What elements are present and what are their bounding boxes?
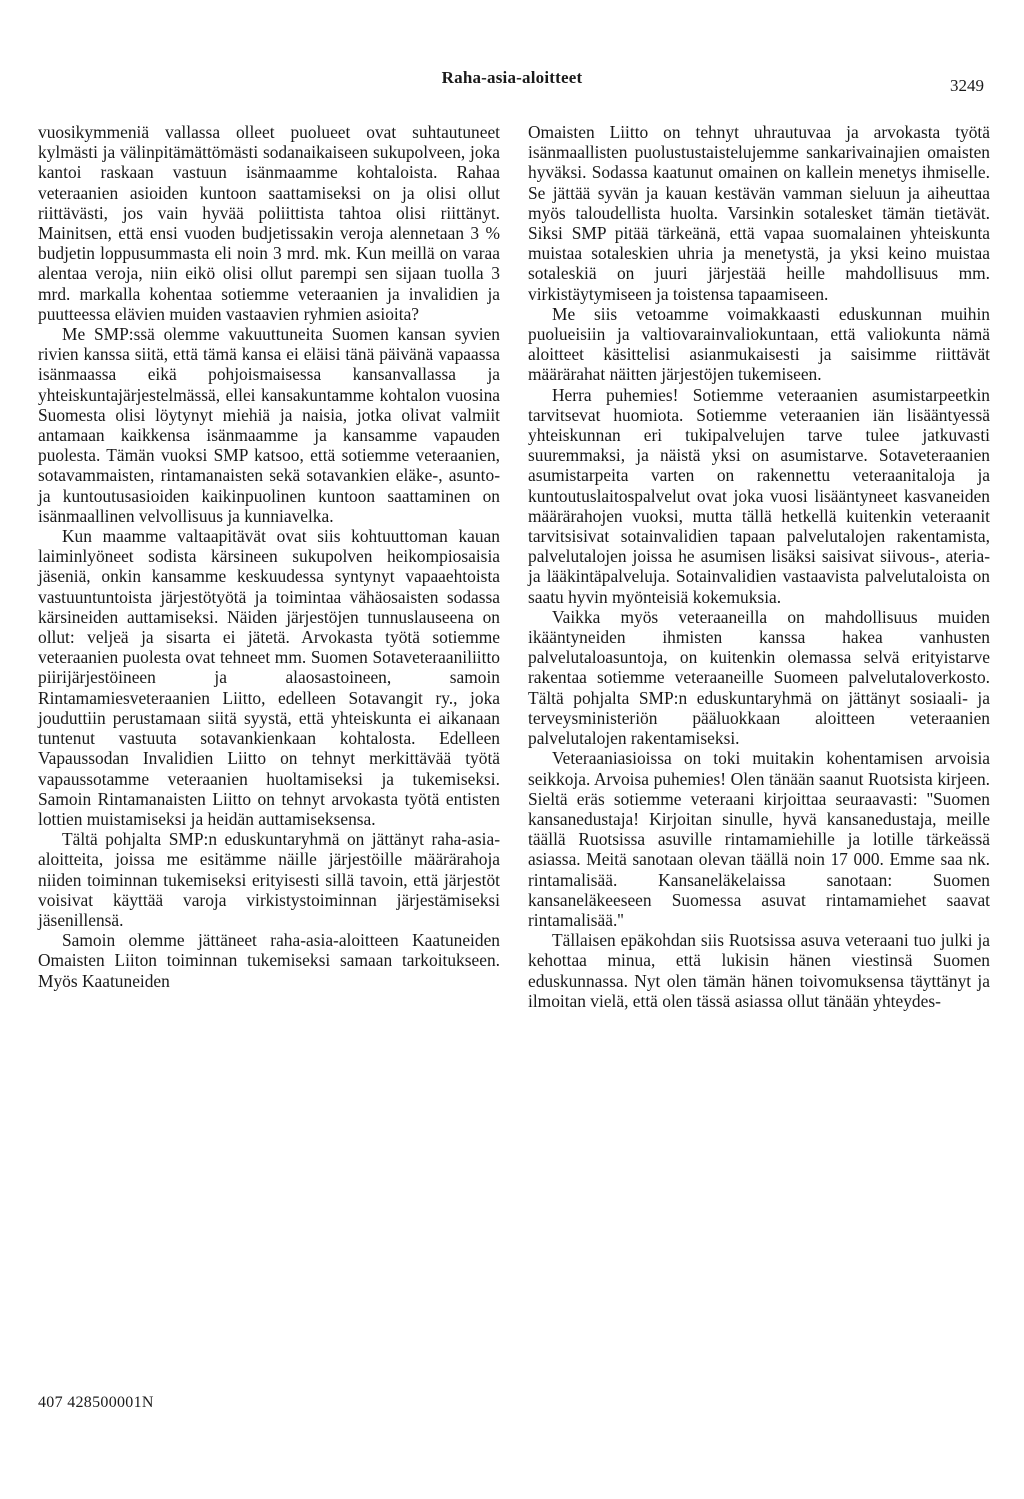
paragraph: Me SMP:ssä olemme vakuuttuneita Suomen kansan syvien rivien kanssa siitä, että tämä kansa ei eläisi tänä päivänä vapaassa isänmaassa eikä pohjoismaisessa kansanvallassa ja yhteiskuntajärjestelmässä, ellei kansakuntamme kohtalon vuosina Suomesta olisi löytynyt miehiä ja naisia, jotka olivat valmiit antamaan kaikkensa isänmaamme ja kansamme vapauden puolesta. Tämän vuoksi SMP katsoo, että sotiemme veteraanien, sotavammaisten, rintamanaisten sekä sotavankien eläke-, asunto- ja kuntoutusasioiden kaikinpuolinen kuntoon saattaminen on isänmaallinen velvollisuus ja kunniavelka.: [38, 324, 500, 526]
running-header-title: Raha-asia-aloitteet: [441, 68, 583, 87]
paragraph: Kun maamme valtaapitävät ovat siis kohtuuttoman kauan laiminlyöneet sodista kärsineen sukupolven heikompiosaisia jäseniä, onkin kansamme keskuudessa syntynyt vapaaehtoista vastuuntuntoista järjestötyötä ja toimintaa vähäosaisten sodassa kärsineiden auttamiseksi. Näiden järjestöjen tunnuslauseena on ollut: veljeä ja sisarta ei jätetä. Arvokasta työtä sotiemme veteraanien puolesta ovat tehneet mm. Suomen Sotaveteraaniliitto piirijärjestöineen ja alaosastoineen, samoin Rintamamiesveteraanien Liitto, edelleen Sotavangit ry., joka jouduttiin perustamaan siitä syystä, että yhteiskunta ei aikanaan tuntenut vastuuta sotavankienkaan kohtalosta. Edelleen Vapaussodan Invalidien Liitto on tehnyt merkittävää työtä vapaussotamme veteraanien huoltamiseksi ja tukemiseksi. Samoin Rintamanaisten Liitto on tehnyt arvokasta työtä entisten lottien muistamiseksi ja heidän auttamiseksensa.: [38, 526, 500, 829]
paragraph: Veteraaniasioissa on toki muitakin kohentamisen arvoisia seikkoja. Arvoisa puhemies! Olen tänään saanut Ruotsista kirjeen. Sieltä eräs sotiemme veteraani kirjoittaa seuraavasti: ''Suomen kansanedustaja! Kirjoitan sinulle, hyvä kansanedustaja, meille täällä Ruotsissa asuville rintamamiehille ja lotille tärkeässä asiassa. Meitä sanotaan olevan täällä noin 17 000. Emme saa nk. rintamalisää. Kansaneläkelaissa sanotaan: Suomen kansaneläkeeseen Suomessa asuvat rintamamiehet saavat rintamalisää.'': [528, 748, 990, 930]
right-text-column: [528, 122, 990, 1011]
left-text-column: [38, 122, 500, 991]
page-number: 3249: [950, 76, 984, 95]
paragraph: Vaikka myös veteraaneilla on mahdollisuus muiden ikääntyneiden ihmisten kanssa hakea vanhusten palvelutaloasuntoja, on kuitenkin olemassa selvä erityistarve rakentaa sotiemme veteraaneille Suomeen palvelutaloverkosto. Tältä pohjalta SMP:n eduskuntaryhmä on jättänyt sosiaali- ja terveysministeriön pääluokkaan aloitteen veteraanien palvelutalojen rakentamiseksi.: [528, 606, 990, 749]
paragraph: Tältä pohjalta SMP:n eduskuntaryhmä on jättänyt raha-asia-aloitteita, joissa me esitämme näille järjestöille määrärahoja niiden toiminnan tukemiseksi erityisesti sillä tavoin, että järjestöt voisivat käyttää varoja virkistystoiminnan järjestämiseksi jäsenillensä.: [38, 829, 500, 930]
paragraph: Herra puhemies! Sotiemme veteraanien asumistarpeetkin tarvitsevat huomiota. Sotiemme veteraanien iän lisääntyessä yhteiskunnan eri tukipalvelujen tarve tulee jatkuvasti suuremmaksi, ja näistä yksi on asumistarve. Sotaveteraanien asumistarpeita varten on rakennettu veteraanitaloja ja kuntoutuslaitospalvelut ovat joka vuosi lisääntyneet kasvaneiden määrärahojen vuoksi, mutta tällä hetkellä kuitenkin veteraanit tarvitsisivat sotainvalidien tapaan palvelutalojen rakentamista, palvelutalojen joissa he asumisen lisäksi saisivat siivous-, ateria- ja lääkintäpalveluja. Sotainvalidien vastaavista palvelutaloista on saatu hyvin myönteisiä kokemuksia.: [528, 384, 990, 607]
paragraph: vuosikymmeniä vallassa olleet puolueet ovat suhtautuneet kylmästi ja välinpitämättömästi sodanaikaiseen sukupolveen, joka kantoi raskaan vastuun isänmaamme kohtaloista. Rahaa veteraanien asioiden kuntoon saattamiseksi on ja olisi ollut riittävästi, jos vain hyvää poliittista tahtoa olisi riittänyt. Mainitsen, että ensi vuoden budjetissakin veroja alennetaan 3 % budjetin loppusummasta eli noin 3 mrd. mk. Kun meillä on varaa alentaa veroja, niin eikö olisi ollut parempi sen sijaan tuolla 3 mrd. markalla kohentaa sotiemme veteraanien ja invalidien ja puutteessa elävien muiden vastaavien ryhmien asioita?: [38, 122, 500, 324]
paragraph: Samoin olemme jättäneet raha-asia-aloitteen Kaatuneiden Omaisten Liiton toiminnan tukemiseksi samaan tarkoitukseen. Myös Kaatuneiden: [38, 930, 500, 991]
footer-code: 407 428500001N: [38, 1394, 154, 1411]
paragraph: Me siis vetoamme voimakkaasti eduskunnan muihin puolueisiin ja valtiovarainvaliokuntaan, että valiokunta nämä aloitteet käsittelisi asianmukaisesti ja saisimme riittävät määrärahat näitten järjestöjen tukemiseen.: [528, 303, 990, 385]
paragraph: Omaisten Liitto on tehnyt uhrautuvaa ja arvokasta työtä isänmaallisten puolustustaistelujemme sankarivainajien omaisten hyväksi. Sodassa kaatunut omainen on kallein menetys ihmiselle. Se jättää syvän ja kauan kestävän vamman sieluun ja aiheuttaa myös taloudellista huolta. Varsinkin sotalesket tämän tietävät. Siksi SMP pitää tärkeänä, että vapaa suomalainen yhteiskunta muistaa sotaleskien uhria ja menetystä, ja yksi keino muistaa sotaleskiä on juuri järjestää heille mahdollisuus mm. virkistäytymiseen ja toistensa tapaamiseen.: [528, 122, 990, 304]
paragraph: Tällaisen epäkohdan siis Ruotsissa asuva veteraani tuo julki ja kehottaa minua, että lukisin hänen viestinsä Suomen eduskunnassa. Nyt olen tämän hänen toivomuksensa täyttänyt ja ilmoitan vielä, että olen tässä asiassa ollut tänään yhteydes-: [528, 930, 990, 1011]
